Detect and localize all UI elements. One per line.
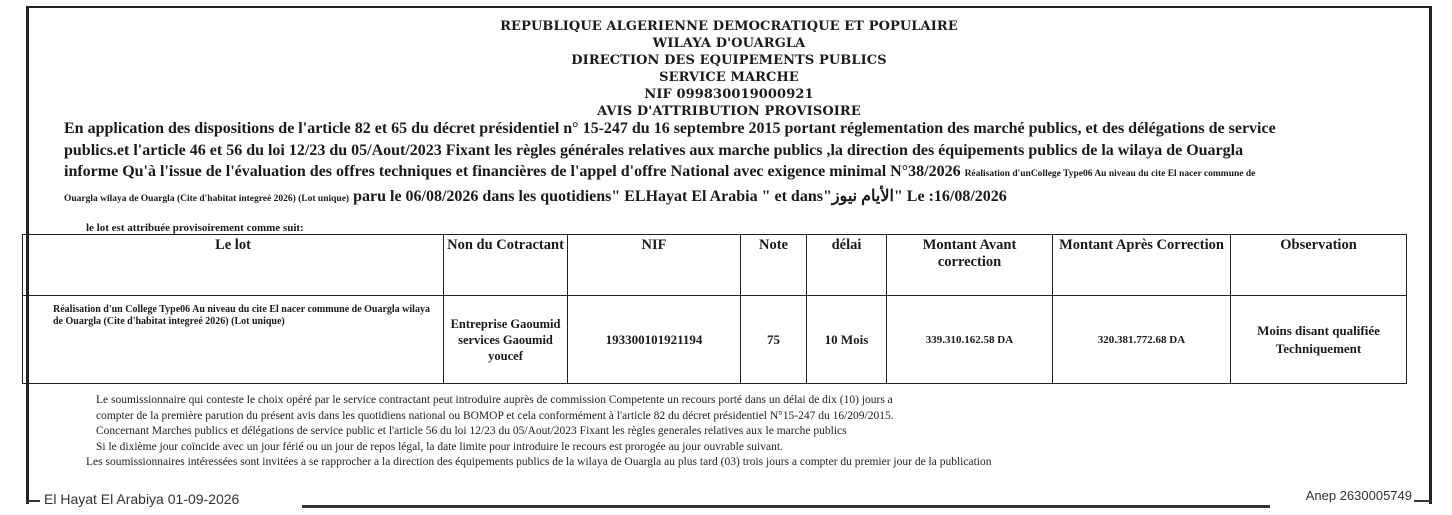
cell-delai: 10 Mois [807, 296, 887, 384]
intro-text: En application des dispositions de l'article 82 et 65 du décret présidentiel n° 15-247 du 16 septembre 2015 portant réglementation des marché publics, et des délégations de service publics.et l'article 46 et 56 du loi 12/23 du 05/Aout/2023 Fixant les règles générales relatives aux marche publics ,la direction des équipements publics de la wilaya de Ouargla informe Qu'à l'issue de l'évaluation des offres techniques et financières de l'appel d'offre National avec exigence minimal N°38/2026 [64, 120, 1276, 180]
footer-line-1: Le soumissionnaire qui conteste le choix opéré par le service contractant peut introduire auprès de commission Competente un recours porté dans un délai de dix (10) jours a [96, 394, 893, 406]
footer-line-3: Concernant Marches publics et délégations de service public et l'article 56 du loi 12/23 du 05/Aout/2023 Fixant les règles generales relatives aux le marche publics [96, 425, 847, 437]
col-header-montant-avant: Montant Avant correction [887, 235, 1053, 296]
notice-header [29, 18, 1429, 120]
col-header-note: Note [741, 235, 807, 296]
notice-title: AVIS D'ATTRIBUTION PROVISOIRE [597, 104, 861, 119]
intro-project-name: Réalisation d'unCollege Type06 Au niveau du cite El nacer commune de Ouargla wilaya de Ouargla (Cite d'habitat integreé 2026) (Lot unique) [64, 169, 1256, 204]
table-header-row [23, 235, 1407, 296]
col-header-observation: Observation [1231, 235, 1407, 296]
col-header-montant-apres: Montant Après Correction [1053, 235, 1231, 296]
cell-montant-avant: 339.310.162.58 DA [887, 296, 1053, 384]
footer-line-2: compter de la première parution du présent avis dans les quotidiens national ou BOMOP et cela conformément à l'article 82 du décret présidentiel N°15-247 du 16/209/2015. [96, 409, 894, 422]
anep-reference: Anep 2630005749 [1305, 488, 1412, 503]
cell-montant-apres: 320.381.772.68 DA [1053, 296, 1231, 384]
footer-paragraph [62, 393, 1402, 471]
col-header-nif: NIF [568, 235, 741, 296]
header-nif: NIF 099830019000921 [644, 87, 814, 102]
col-header-lot: Le lot [23, 235, 444, 296]
bottom-rule-right [1414, 500, 1432, 502]
footer-line-5: Les soumissionnaires intéressées sont invitées a se rapprocher a la direction des équipements publics de la wilaya de Ouargla au plus tard (03) trois jours a compter du premier jour de la publication [86, 456, 992, 468]
lot-attribution-label: le lot est attribuée provisoirement comme suit: [86, 222, 304, 234]
attribution-table [22, 234, 1407, 384]
header-service: SERVICE MARCHE [659, 70, 799, 85]
table-row [23, 296, 1407, 384]
cell-observation: Moins disant qualifiée Techniquement [1231, 296, 1407, 384]
col-header-delai: délai [807, 235, 887, 296]
cell-nif: 193300101921194 [568, 296, 741, 384]
cell-note: 75 [741, 296, 807, 384]
col-header-cotractant: Non du Cotractant [444, 235, 568, 296]
source-credit: El Hayat El Arabiya 01-09-2026 [44, 491, 240, 507]
bottom-rule-left [26, 500, 40, 502]
cell-cotractant: Entreprise Gaoumid services Gaoumid youcef [444, 296, 568, 384]
cell-lot: Réalisation d'un College Type06 Au niveau du cite El nacer commune de Ouargla wilaya de Ouargla (Cite d'habitat integreé 2026) (Lot unique) [23, 296, 444, 384]
bottom-rule [302, 505, 1270, 508]
intro-publication: paru le 06/08/2026 dans les quotidiens" ELHayat El Arabia " et dans"الأيام نيوز" Le :16/08/2026 [353, 187, 1007, 205]
intro-paragraph [64, 118, 1284, 210]
header-wilaya: WILAYA D'OUARGLA [652, 36, 806, 51]
header-republic: REPUBLIQUE ALGERIENNE DEMOCRATIQUE ET POPULAIRE [500, 19, 958, 34]
header-direction: DIRECTION DES EQUIPEMENTS PUBLICS [571, 53, 887, 68]
footer-line-4: Si le dixième jour coïncide avec un jour férié ou un jour de repos légal, la date limite pour introduire le recours est prorogée au jour ouvrable suivant. [96, 440, 783, 453]
